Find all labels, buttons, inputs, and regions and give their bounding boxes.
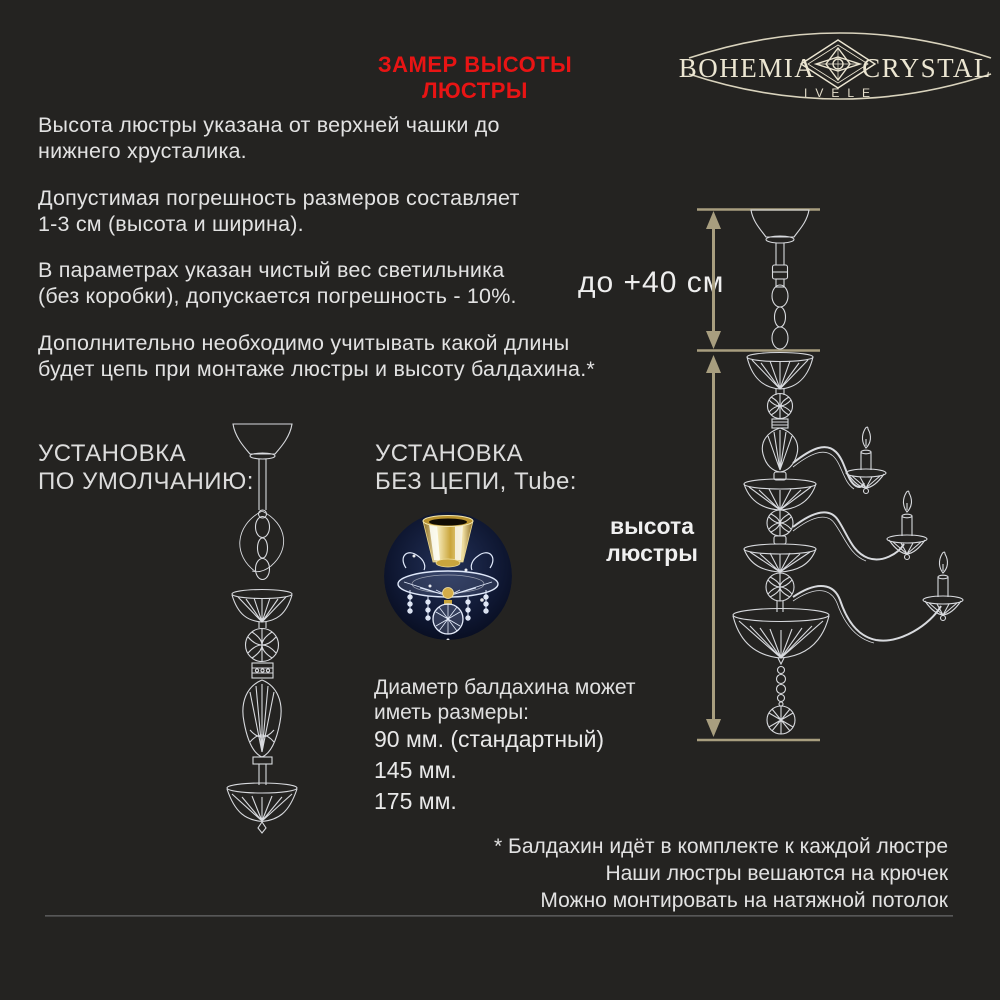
paragraph-line: 1-3 см (высота и ширина).	[38, 211, 304, 236]
logo-name-right: CRYSTAL	[862, 53, 992, 83]
crystal-ball	[766, 573, 794, 612]
paragraph-line: Высота люстры указана от верхней чашки до	[38, 113, 500, 137]
candle-with-bobeche	[887, 491, 927, 559]
column-baluster	[243, 680, 281, 785]
canopy-note-line: иметь размеры:	[374, 701, 530, 724]
column-dish	[744, 544, 816, 572]
bottom-bowl	[733, 609, 829, 665]
footnote-line: Можно монтировать на натяжной потолок	[540, 889, 948, 912]
candle-with-bobeche	[923, 552, 963, 620]
column-dish	[744, 479, 816, 510]
tube-install-photo	[384, 512, 512, 642]
height-label-line: люстры	[606, 540, 698, 566]
crystal-ball	[246, 629, 279, 662]
canopy-icon	[233, 424, 292, 459]
paragraph-line: В параметрах указан чистый вес светильника	[38, 258, 505, 282]
rod-and-chain	[772, 243, 788, 349]
measurement-guides	[697, 210, 820, 741]
bead-chain-and-drop	[767, 667, 795, 735]
logo-subtitle: IVELE	[803, 86, 879, 100]
candle-arm	[793, 586, 941, 643]
chain-measure-arrow-icon	[706, 211, 721, 349]
canopy-size-item: 175 мм.	[374, 788, 457, 814]
height-measure-arrow-icon	[706, 355, 721, 737]
canopy-icon	[751, 210, 809, 243]
paragraph-line: (без коробки), допускается погрешность - 10%.	[38, 283, 517, 308]
brand-logo	[679, 33, 992, 100]
paragraph-line: нижнего хрусталика.	[38, 138, 247, 163]
default-install-drawing	[227, 424, 297, 833]
paragraph-line: будет цепь при монтаже люстры и высоту балдахина.*	[38, 356, 595, 381]
header-line: УСТАНОВКА	[375, 440, 524, 467]
footnote-line: Наши люстры вешаются на крючек	[605, 862, 948, 885]
candle-arm	[793, 447, 864, 489]
column-spool	[772, 419, 788, 428]
column-baluster	[762, 428, 797, 480]
paragraph-line: Дополнительно необходимо учитывать какой длины	[38, 331, 570, 355]
logo-name-left: BOHEMIA	[678, 53, 816, 83]
column-dish	[747, 353, 813, 396]
canopy-size-item: 145 мм.	[374, 757, 457, 783]
crystal-ball	[768, 394, 793, 419]
canopy-note-line: Диаметр балдахина может	[374, 676, 636, 699]
rod-and-chain	[240, 459, 284, 580]
column-dish	[232, 590, 292, 629]
crystal-ball	[767, 510, 793, 544]
chain-allowance-label: до +40 см	[578, 266, 725, 299]
page-title: ЗАМЕР ВЫСОТЫ ЛЮСТРЫ	[377, 52, 573, 103]
footnote-line: * Балдахин идёт в комплекте к каждой люстре	[494, 835, 948, 858]
paragraph-line: Допустимая погрешность размеров составляет	[38, 186, 520, 210]
column-spool	[252, 663, 273, 678]
bottom-bowl	[227, 783, 297, 833]
main-chandelier-drawing	[733, 210, 963, 734]
candle-arm	[793, 512, 904, 561]
canopy-size-item: 90 мм. (стандартный)	[374, 726, 605, 752]
height-label-line: высота	[609, 513, 695, 539]
header-line: УСТАНОВКА	[38, 440, 187, 467]
header-line: ПО УМОЛЧАНИЮ:	[38, 468, 254, 495]
header-line: БЕЗ ЦЕПИ, Tube:	[375, 468, 577, 495]
